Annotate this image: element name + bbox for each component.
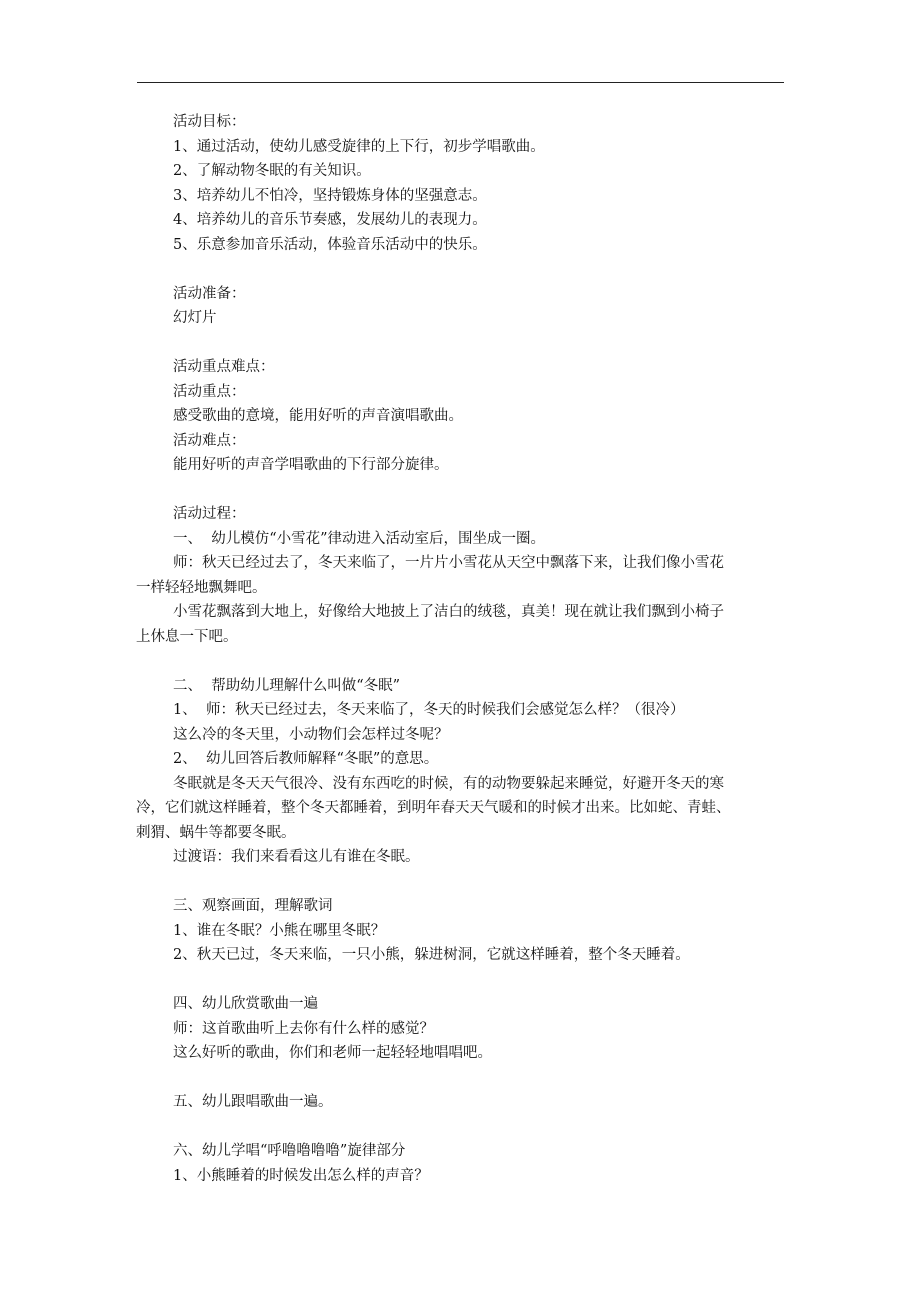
step4-title: 四、幼儿欣赏歌曲一遍 (173, 996, 318, 1012)
focus-difficult-label: 活动难点： (173, 432, 246, 449)
step1-paragraph2-line1: 小雪花飘落到大地上，好像给大地披上了洁白的绒毯，真美！现在就让我们飘到小椅子 (173, 604, 724, 620)
step2-question2: 2、 幼儿回答后教师解释“冬眠”的意思。 (173, 751, 439, 767)
step4-question: 师：这首歌曲听上去你有什么样的感觉？ (173, 1020, 434, 1037)
spacer (173, 1115, 785, 1140)
step3-question2: 2、秋天已过，冬天来临，一只小熊，躲进树洞，它就这样睡着，整个冬天睡着。 (173, 947, 690, 963)
step2-explain-line1: 冬眠就是冬天天气很冷、没有东西吃的时候，有的动物要躲起来睡觉，好避开冬天的寒 (173, 775, 724, 792)
spacer (173, 257, 785, 282)
prep-heading: 活动准备： (173, 285, 246, 302)
step6-question1: 1、小熊睡着的时候发出怎么样的声音？ (173, 1167, 429, 1184)
spacer (173, 968, 785, 993)
spacer (173, 478, 785, 503)
goal-item: 3、培养幼儿不怕冷，坚持锻炼身体的坚强意志。 (173, 187, 487, 204)
header-rule (137, 82, 784, 83)
step6-title: 六、幼儿学唱“呼噜噜噜噜”旋律部分 (173, 1143, 406, 1159)
step2-title: 二、 帮助幼儿理解什么叫做“冬眠” (173, 677, 401, 694)
step2-explain-line3: 刺猬、蜗牛等都要冬眠。 (136, 824, 296, 841)
goal-item: 2、了解动物冬眠的有关知识。 (173, 163, 371, 179)
step5-title: 五、幼儿跟唱歌曲一遍。 (173, 1094, 333, 1110)
step1-title: 一、 幼儿模仿“小雪花”律动进入活动室后，围坐成一圈。 (173, 530, 546, 547)
step2-transition: 过渡语：我们来看看这儿有谁在冬眠。 (173, 849, 420, 865)
focus-key-text: 感受歌曲的意境，能用好听的声音演唱歌曲。 (173, 408, 463, 424)
goal-item: 5、乐意参加音乐活动，体验音乐活动中的快乐。 (173, 236, 487, 253)
focus-heading: 活动重点难点： (173, 359, 275, 375)
goal-item: 1、通过活动，使幼儿感受旋律的上下行，初步学唱歌曲。 (173, 138, 545, 155)
spacer (173, 649, 785, 674)
spacer (173, 331, 785, 356)
step2-question1-follow: 这么冷的冬天里，小动物们会怎样过冬呢？ (173, 726, 449, 743)
spacer (173, 870, 785, 895)
goals-heading: 活动目标： (173, 114, 246, 130)
focus-key-label: 活动重点： (173, 383, 246, 400)
process-heading: 活动过程： (173, 506, 246, 522)
step1-paragraph2-line2: 上休息一下吧。 (136, 628, 238, 645)
spacer (173, 1066, 785, 1091)
step2-explain-line2: 冷，它们就这样睡着，整个冬天都睡着，到明年春天天气暖和的时候才出来。比如蛇、青蛙、 (136, 800, 731, 816)
step1-paragraph1-line2: 一样轻轻地飘舞吧。 (136, 579, 267, 596)
step1-paragraph1-line1: 师：秋天已经过去了，冬天来临了，一片片小雪花从天空中飘落下来，让我们像小雪花 (173, 555, 724, 571)
step3-question1: 1、谁在冬眠？小熊在哪里冬眠？ (173, 922, 386, 939)
step2-question1: 1、 师：秋天已经过去，冬天来临了，冬天的时候我们会感觉怎么样？（很冷） (173, 702, 685, 718)
prep-text: 幻灯片 (173, 310, 217, 326)
focus-difficult-text: 能用好听的声音学唱歌曲的下行部分旋律。 (173, 457, 449, 473)
goal-item: 4、培养幼儿的音乐节奏感，发展幼儿的表现力。 (173, 212, 487, 228)
step4-follow: 这么好听的歌曲，你们和老师一起轻轻地唱唱吧。 (173, 1045, 492, 1061)
document-body (136, 110, 785, 1188)
step3-title: 三、观察画面，理解歌词 (173, 898, 333, 914)
